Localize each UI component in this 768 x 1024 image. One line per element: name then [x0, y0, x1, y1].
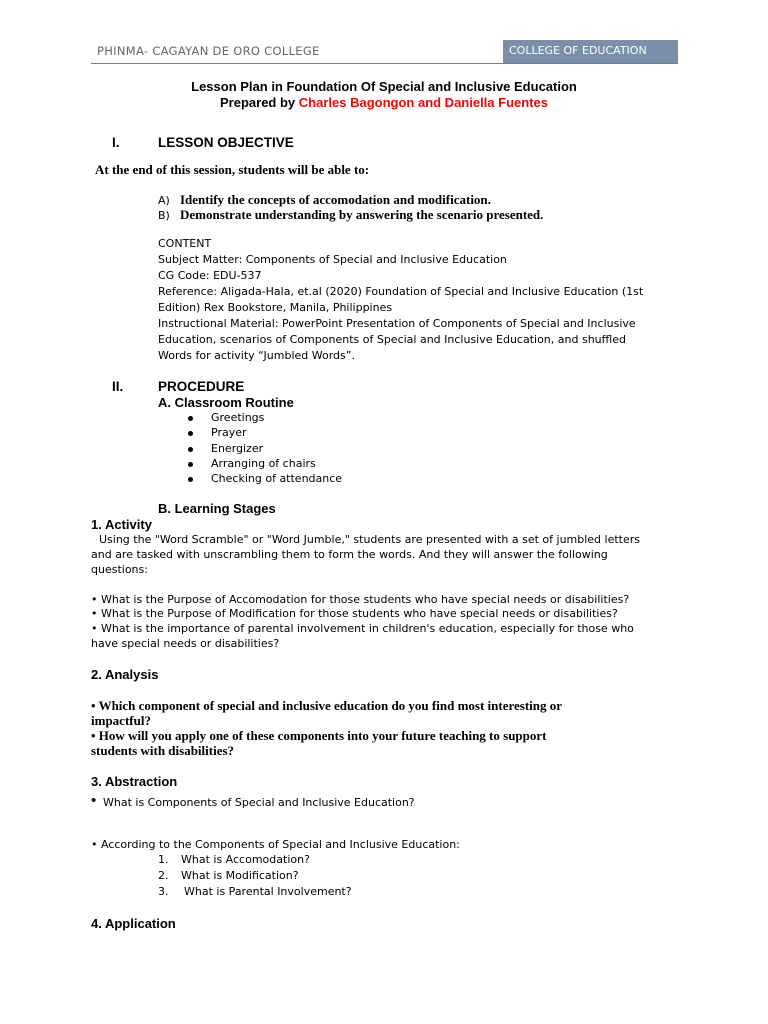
abstraction-question: • According to the Components of Special and Inclusive Education: — [91, 838, 460, 851]
bullet-icon — [188, 431, 193, 436]
objective-marker-b: B) — [158, 209, 170, 222]
abstraction-bullet: • — [91, 792, 97, 809]
activity-question-line: • What is the Purpose of Modification for those students who have special needs or disabilities? — [91, 607, 618, 620]
abstraction-sub-item: What is Accomodation? — [181, 853, 310, 866]
abstraction-question: What is Components of Special and Inclusive Education? — [103, 796, 415, 809]
activity-question-line: have special needs or disabilities? — [91, 637, 280, 650]
analysis-line: students with disabilities? — [91, 743, 235, 758]
content-line: Instructional Material: PowerPoint Presentation of Components of Special and Inclusive — [158, 317, 636, 330]
analysis-line: • How will you apply one of these components into your future teaching to support — [91, 728, 547, 743]
objective-marker-a: A) — [158, 194, 170, 207]
activity-question-line: • What is the importance of parental involvement in children's education, especially for those who — [91, 622, 634, 635]
activity-paragraph-line: questions: — [91, 563, 148, 576]
bullet-icon — [188, 477, 193, 482]
header-divider — [91, 63, 678, 64]
routine-item: Energizer — [211, 442, 264, 455]
section1-number: I. — [112, 135, 120, 150]
bullet-icon — [188, 447, 193, 452]
content-line: Edition) Rex Bookstore, Manila, Philippines — [158, 301, 393, 314]
bullet-icon — [188, 462, 193, 467]
analysis-line: • Which component of special and inclusive education do you find most interesting or — [91, 698, 563, 713]
activity-paragraph-line: Using the "Word Scramble" or "Word Jumble," students are presented with a set of jumbled letters — [99, 533, 641, 546]
objective-intro: At the end of this session, students will be able to: — [95, 162, 370, 177]
learning-stages-title: B. Learning Stages — [158, 501, 276, 516]
authors: Charles Bagongon and Daniella Fuentes — [298, 95, 548, 110]
abstraction-sub-number: 2. — [158, 869, 169, 882]
application-title: 4. Application — [91, 916, 176, 931]
analysis-title: 2. Analysis — [91, 667, 159, 682]
lesson-plan-title: Lesson Plan in Foundation Of Special and Inclusive Education — [191, 79, 577, 94]
header-college-box: COLLEGE OF EDUCATION — [503, 40, 678, 63]
content-line: Subject Matter: Components of Special and Inclusive Education — [158, 253, 507, 266]
content-label: CONTENT — [158, 237, 212, 250]
activity-paragraph-line: and are tasked with unscrambling them to form the words. And they will answer the following — [91, 548, 608, 561]
section2-title: PROCEDURE — [158, 379, 245, 394]
classroom-routine-title: A. Classroom Routine — [158, 395, 294, 410]
prepared-by-label: Prepared by — [220, 95, 296, 110]
routine-item: Prayer — [211, 426, 247, 439]
content-line: Words for activity “Jumbled Words”. — [158, 349, 355, 362]
prepared-by-line — [0, 95, 768, 110]
content-line: Reference: Aligada-Hala, et.al (2020) Foundation of Special and Inclusive Education (1st — [158, 285, 644, 298]
abstraction-sub-number: 1. — [158, 853, 169, 866]
routine-item: Arranging of chairs — [211, 457, 316, 470]
abstraction-sub-item: What is Modification? — [181, 869, 299, 882]
content-line: CG Code: EDU-537 — [158, 269, 262, 282]
objective-b: Demonstrate understanding by answering the scenario presented. — [180, 207, 544, 222]
activity-title: 1. Activity — [91, 517, 152, 532]
abstraction-sub-number: 3. — [158, 885, 169, 898]
routine-item: Checking of attendance — [211, 472, 343, 485]
abstraction-title: 3. Abstraction — [91, 774, 178, 789]
content-line: Education, scenarios of Components of Special and Inclusive Education, and shuffled — [158, 333, 627, 346]
abstraction-sub-item: What is Parental Involvement? — [184, 885, 352, 898]
bullet-icon — [188, 416, 193, 421]
header-school-name: PHINMA- CAGAYAN DE ORO COLLEGE — [97, 44, 320, 58]
section1-title: LESSON OBJECTIVE — [158, 135, 294, 150]
objective-a: Identify the concepts of accomodation and modification. — [180, 192, 491, 207]
section2-number: II. — [112, 379, 124, 394]
routine-item: Greetings — [211, 411, 265, 424]
activity-question-line: • What is the Purpose of Accomodation for those students who have special needs or disabilities? — [91, 593, 630, 606]
analysis-line: impactful? — [91, 713, 151, 728]
